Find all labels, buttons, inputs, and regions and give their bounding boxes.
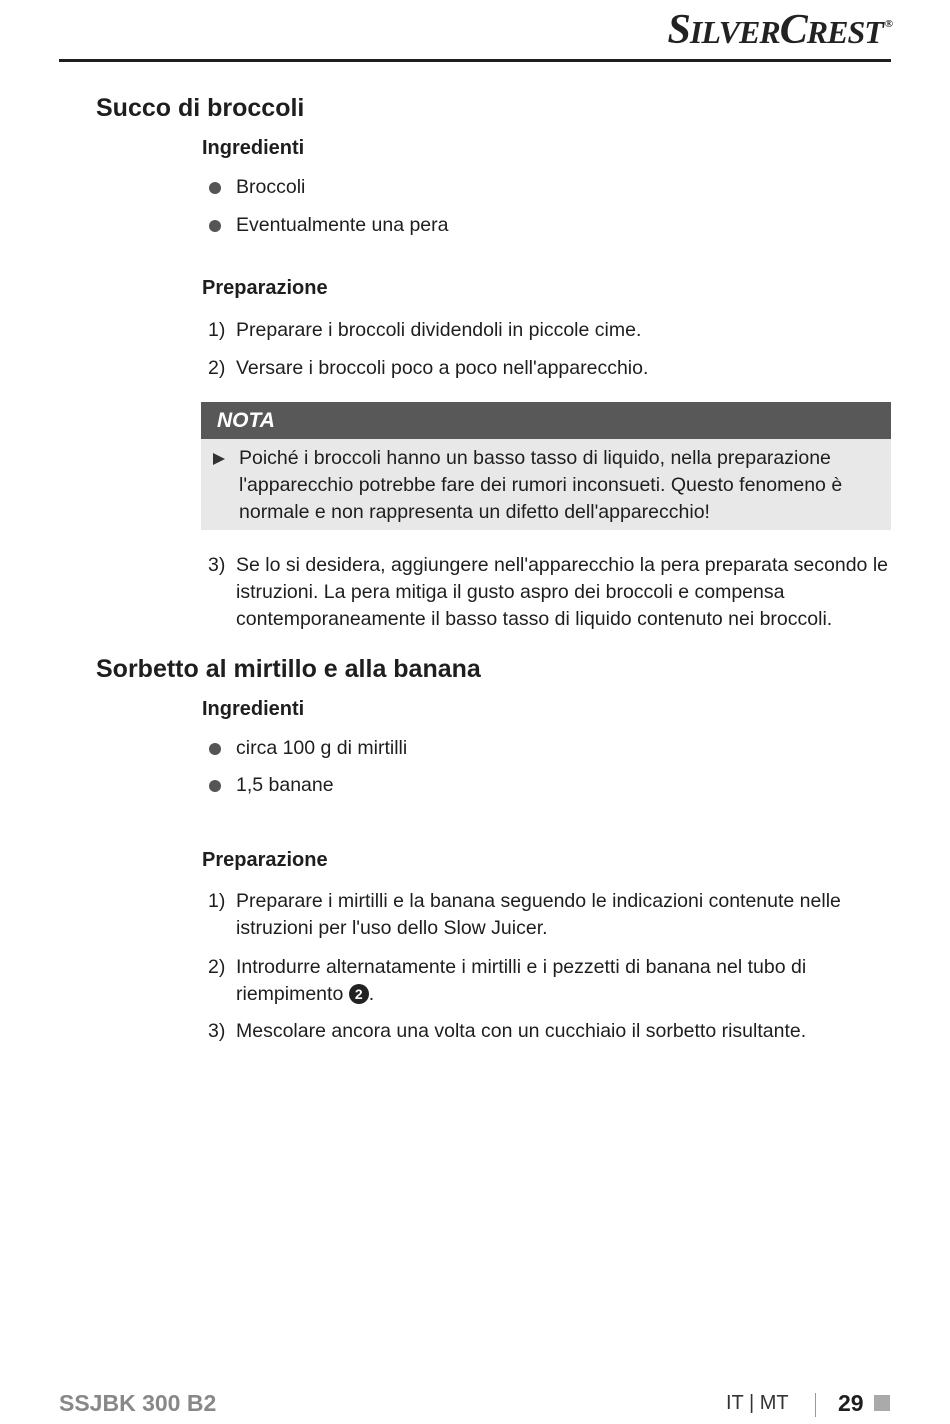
page-number: 29 bbox=[838, 1390, 864, 1416]
ingredients-heading: Ingredienti bbox=[202, 137, 305, 159]
preparation-heading: Preparazione bbox=[202, 277, 328, 299]
silvercrest-logo: SILVERCREST ® bbox=[667, 7, 892, 53]
ingredients-heading: Ingredienti bbox=[202, 698, 305, 720]
bullet-icon bbox=[209, 182, 221, 194]
list-item: circa 100 g di mirtilli bbox=[208, 735, 898, 762]
list-item: Eventualmente una pera bbox=[208, 212, 898, 239]
language-codes: IT | MT bbox=[726, 1392, 789, 1414]
section-title-broccoli: Succo di broccoli bbox=[96, 94, 305, 122]
step-item: 2) Versare i broccoli poco a poco nell'apparecchio. bbox=[208, 357, 649, 379]
note-body bbox=[201, 439, 891, 530]
bullet-icon bbox=[209, 743, 221, 755]
list-item: 1,5 banane bbox=[208, 772, 898, 799]
step-item: 1) Preparare i broccoli dividendoli in piccole cime. bbox=[208, 319, 642, 341]
step-item: 2) Introdurre alternatamente i mirtilli e i pezzetti di banana nel tubo di riempimento 2 . bbox=[208, 956, 807, 1005]
step-item: 1) Preparare i mirtilli e la banana seguendo le indicazioni contenute nelle istruzioni per l'uso dello Slow Juicer. bbox=[208, 890, 841, 939]
step-item: 3) Se lo si desidera, aggiungere nell'apparecchio la pera preparata secondo le istruzioni. La pera mitiga il gusto aspro dei broccoli e compensa contemporaneamente il basso tasso di liquido contenuto nei broccoli. bbox=[208, 554, 888, 630]
footer-divider bbox=[815, 1393, 816, 1417]
bullet-icon bbox=[209, 220, 221, 232]
note-label: NOTA bbox=[217, 409, 275, 432]
note-text: Poiché i broccoli hanno un basso tasso di liquido, nella preparazione l'apparecchio potrebbe fare dei rumori inconsueti. Questo fenomeno è normale e non rappresenta un difetto dell'apparecchio! bbox=[239, 447, 843, 523]
bullet-icon bbox=[209, 780, 221, 792]
step-item: 3) Mescolare ancora una volta con un cucchiaio il sorbetto risultante. bbox=[208, 1020, 807, 1042]
model-number: SSJBK 300 B2 bbox=[59, 1390, 217, 1416]
part-number-badge: 2 bbox=[349, 984, 369, 1004]
list-item: Broccoli bbox=[208, 174, 898, 201]
section-title-sorbet: Sorbetto al mirtillo e alla banana bbox=[96, 655, 481, 683]
preparation-heading: Preparazione bbox=[202, 849, 328, 871]
square-marker-icon bbox=[874, 1395, 890, 1411]
arrow-right-icon bbox=[213, 453, 225, 465]
header-rule bbox=[59, 59, 891, 62]
note-header bbox=[201, 402, 891, 439]
